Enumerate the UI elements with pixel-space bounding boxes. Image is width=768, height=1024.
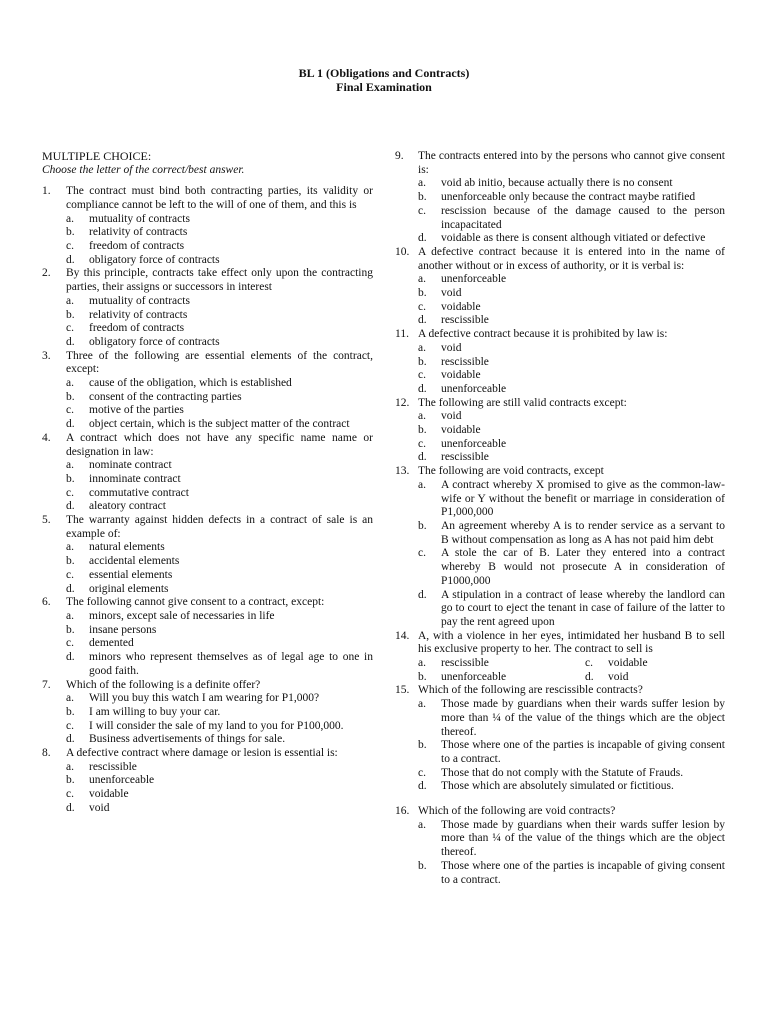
answer-option: [66, 459, 373, 473]
question: [42, 596, 373, 610]
option-text: minors, except sale of necessaries in life: [89, 609, 275, 622]
question-text: Which of the following are rescissible contracts?: [418, 684, 643, 697]
option-letter: b.: [66, 308, 75, 321]
question-number: 12.: [395, 396, 410, 409]
option-text: unenforceable: [441, 382, 507, 395]
question-text: Which of the following is a definite offer?: [66, 678, 261, 691]
option-text: unenforceable: [89, 774, 155, 787]
answer-option: [418, 780, 725, 794]
option-text: motive of the parties: [89, 404, 184, 417]
option-letter: d.: [418, 451, 427, 464]
option-letter: a.: [66, 459, 74, 472]
option-text: accidental elements: [89, 555, 180, 568]
answer-option: [66, 336, 373, 350]
answer-option: [418, 410, 725, 424]
answer-option: [66, 309, 373, 323]
option-letter: c.: [418, 547, 426, 560]
option-text: rescission because of the damage caused to the person incapacitated: [441, 204, 725, 231]
option-letter: d.: [66, 253, 75, 266]
option-letter: a.: [66, 692, 74, 705]
exam-header: [0, 66, 768, 94]
answer-option: [66, 541, 373, 555]
option-letter: a.: [418, 177, 426, 190]
option-text: freedom of contracts: [89, 322, 185, 335]
option-text: unenforceable only because the contract maybe ratified: [441, 191, 696, 204]
option-text: voidable: [441, 369, 481, 382]
course-title: BL 1 (Obligations and Contracts): [298, 66, 470, 80]
option-letter: a.: [66, 760, 74, 773]
option-letter: d.: [66, 500, 75, 513]
section-instruction: Choose the letter of the correct/best answer.: [42, 163, 245, 176]
option-letter: a.: [418, 818, 426, 831]
option-letter: a.: [66, 609, 74, 622]
option-letter: d.: [66, 651, 75, 664]
option-text: rescissible: [441, 451, 489, 464]
right-question-list: [395, 150, 725, 887]
option-text: I am willing to buy your car.: [89, 705, 221, 718]
option-letter: b.: [418, 519, 427, 532]
question: [395, 246, 725, 273]
answer-option: [66, 391, 373, 405]
answer-option: [418, 342, 725, 356]
option-text: rescissible: [441, 657, 489, 670]
answer-option: [418, 205, 725, 232]
option-text: aleatory contract: [89, 500, 166, 513]
question: [42, 747, 373, 761]
question-number: 3.: [42, 349, 51, 362]
answer-option: [66, 213, 373, 227]
answer-option: [418, 232, 725, 246]
option-letter: b.: [66, 623, 75, 636]
option-text: Those where one of the parties is incapable of giving consent to a contract.: [441, 859, 725, 886]
option-letter: d.: [418, 232, 427, 245]
question-number: 10.: [395, 245, 410, 258]
option-letter: b.: [418, 670, 427, 683]
answer-option: [418, 671, 585, 685]
option-letter: a.: [418, 410, 426, 423]
question-text: A defective contract where damage or lesion is essential is:: [66, 747, 338, 760]
answer-option: [418, 547, 725, 588]
option-text: I will consider the sale of my land to you for P100,000.: [89, 719, 344, 732]
option-letter: d.: [66, 801, 75, 814]
answer-option: [66, 404, 373, 418]
answer-option-pair: [418, 657, 725, 671]
question: [395, 805, 725, 819]
right-column: [395, 150, 725, 887]
question: [395, 684, 725, 698]
question-number: 6.: [42, 596, 51, 609]
question-text: The following are still valid contracts except:: [418, 396, 627, 409]
answer-option: [66, 500, 373, 514]
option-text: essential elements: [89, 568, 173, 581]
option-text: insane persons: [89, 623, 157, 636]
question-number: 1.: [42, 185, 51, 198]
question-number: 8.: [42, 747, 51, 760]
question-text: A defective contract because it is entered into in the name of another without or in excess of authority, or it is verbal is:: [418, 245, 725, 272]
option-text: natural elements: [89, 541, 165, 554]
answer-option: [66, 692, 373, 706]
option-text: obligatory force of contracts: [89, 253, 220, 266]
option-letter: a.: [66, 377, 74, 390]
answer-option: [66, 322, 373, 336]
question-text: A contract which does not have any specific name name or designation in law:: [66, 431, 373, 458]
option-text: A stipulation in a contract of lease whereby the landlord can go to court to eject the tenant in case of failure of the latter to pay the rent agreed upon: [441, 588, 725, 628]
answer-option: [418, 177, 725, 191]
option-text: A stole the car of B. Later they entered into a contract whereby B would not prosecute A in consideration of P1000,000: [441, 547, 725, 587]
option-letter: b.: [66, 555, 75, 568]
left-question-list: [42, 185, 373, 815]
answer-option: [66, 761, 373, 775]
option-letter: c.: [66, 240, 74, 252]
option-text: original elements: [89, 582, 169, 595]
answer-option: [418, 451, 725, 465]
exam-title: Final Examination: [336, 80, 432, 94]
option-letter: d.: [418, 382, 427, 395]
option-text: Those that do not comply with the Statute of Frauds.: [441, 766, 684, 779]
answer-option: [66, 706, 373, 720]
option-letter: b.: [66, 472, 75, 485]
question: [395, 150, 725, 177]
question: [395, 465, 725, 479]
option-text: Those where one of the parties is incapable of giving consent to a contract.: [441, 739, 725, 765]
left-column: [42, 150, 373, 816]
option-letter: d.: [418, 314, 427, 327]
answer-option: [66, 226, 373, 240]
option-letter: c.: [418, 300, 426, 313]
option-text: unenforceable: [441, 437, 507, 450]
answer-option: [418, 479, 725, 520]
option-letter: b.: [66, 390, 75, 403]
question-number: 2.: [42, 267, 51, 280]
question-text: A, with a violence in her eyes, intimidated her husband B to sell his exclusive property to her. The contract to sell is: [418, 629, 725, 656]
option-text: An agreement whereby A is to render service as a servant to B without compensation as long as A has not paid him debt: [441, 519, 725, 546]
option-text: consent of the contracting parties: [89, 390, 242, 403]
answer-option: [418, 301, 725, 315]
question-text: By this principle, contracts take effect only upon the contracting parties, their assigns or successors in interest: [66, 267, 373, 294]
answer-option: [66, 802, 373, 816]
option-letter: c.: [66, 486, 74, 499]
answer-option: [66, 733, 373, 747]
option-text: voidable: [89, 788, 129, 801]
question-text: The following are void contracts, except: [418, 465, 604, 478]
answer-option: [418, 438, 725, 452]
option-letter: d.: [418, 780, 427, 793]
option-letter: a.: [66, 212, 74, 225]
question: [42, 432, 373, 459]
answer-option: [418, 767, 725, 781]
question-text: The contract must bind both contracting parties, its validity or compliance cannot be left to the will of one of them, and this is: [66, 185, 373, 211]
option-text: freedom of contracts: [89, 240, 185, 252]
option-text: commutative contract: [89, 486, 189, 499]
answer-option-pair: [418, 671, 725, 685]
option-text: mutuality of contracts: [89, 212, 190, 225]
question-number: 13.: [395, 465, 410, 478]
option-letter: d.: [66, 733, 75, 746]
question-text: Three of the following are essential elements of the contract, except:: [66, 349, 373, 376]
option-text: voidable: [441, 300, 481, 313]
option-text: nominate contract: [89, 459, 172, 472]
option-text: minors who represent themselves as of legal age to one in good faith.: [89, 651, 373, 677]
question: [42, 514, 373, 541]
option-text: void ab initio, because actually there is no consent: [441, 177, 673, 190]
option-text: void: [441, 341, 462, 354]
answer-option: [66, 240, 373, 254]
answer-option: [66, 555, 373, 569]
question-text: The following cannot give consent to a contract, except:: [66, 596, 325, 609]
option-letter: c.: [66, 637, 74, 650]
option-letter: a.: [418, 657, 426, 670]
answer-option: [66, 473, 373, 487]
option-letter: b.: [418, 355, 427, 368]
answer-option: [418, 383, 725, 397]
option-letter: c.: [418, 204, 426, 217]
answer-option: [418, 356, 725, 370]
option-text: obligatory force of contracts: [89, 335, 220, 348]
spacer: [395, 794, 725, 805]
answer-option: [66, 788, 373, 802]
question: [42, 350, 373, 377]
option-letter: c.: [418, 437, 426, 450]
option-letter: b.: [418, 287, 427, 300]
answer-option: [418, 520, 725, 547]
question-text: A defective contract because it is prohibited by law is:: [418, 328, 668, 341]
answer-option: [418, 424, 725, 438]
answer-option: [66, 377, 373, 391]
option-text: unenforceable: [441, 670, 507, 683]
question-number: 15.: [395, 684, 410, 697]
option-text: object certain, which is the subject matter of the contract: [89, 418, 350, 431]
option-text: cause of the obligation, which is established: [89, 377, 292, 390]
option-text: innominate contract: [89, 472, 181, 485]
answer-option: [66, 254, 373, 268]
answer-option: [66, 418, 373, 432]
question: [42, 679, 373, 693]
option-letter: c.: [418, 766, 426, 779]
answer-option: [418, 314, 725, 328]
answer-option: [66, 774, 373, 788]
option-letter: d.: [66, 582, 75, 595]
option-text: Will you buy this watch I am wearing for P1,000?: [89, 692, 320, 705]
option-text: voidable: [608, 657, 648, 670]
answer-option: [66, 487, 373, 501]
option-text: A contract whereby X promised to give as the common-law-wife or Y without the benefit or marriage in consideration of P1,000,000: [441, 478, 725, 519]
answer-option: [66, 651, 373, 678]
answer-option: [418, 191, 725, 205]
option-text: void: [608, 670, 629, 683]
answer-option: [66, 583, 373, 597]
option-text: rescissible: [89, 760, 137, 773]
answer-option: [66, 720, 373, 734]
answer-option: [418, 698, 725, 739]
answer-option: [585, 671, 628, 685]
section-title: MULTIPLE CHOICE:: [42, 149, 152, 163]
question-number: 11.: [395, 328, 409, 341]
option-letter: a.: [66, 294, 74, 307]
question: [395, 328, 725, 342]
question-text: Which of the following are void contracts?: [418, 805, 616, 818]
answer-option: [66, 295, 373, 309]
question: [42, 185, 373, 212]
answer-option: [418, 589, 725, 630]
option-letter: d.: [66, 335, 75, 348]
option-letter: a.: [418, 478, 426, 491]
option-letter: a.: [418, 698, 426, 711]
option-letter: d.: [66, 418, 75, 431]
question: [42, 267, 373, 294]
answer-option: [418, 273, 725, 287]
answer-option: [418, 369, 725, 383]
option-text: void: [441, 410, 462, 423]
option-text: relativity of contracts: [89, 308, 188, 321]
option-letter: b.: [66, 226, 75, 239]
option-letter: d.: [418, 588, 427, 601]
question: [395, 630, 725, 657]
question-text: The warranty against hidden defects in a contract of sale is an example of:: [66, 514, 373, 540]
option-text: Those made by guardians when their wards suffer lesion by more than ¼ of the value of the things which are the object thereof.: [441, 818, 725, 859]
answer-option: [418, 860, 725, 887]
question-number: 4.: [42, 431, 51, 444]
option-letter: c.: [66, 719, 74, 732]
option-text: relativity of contracts: [89, 226, 188, 239]
option-letter: c.: [418, 369, 426, 382]
option-text: rescissible: [441, 314, 489, 327]
question-number: 16.: [395, 805, 410, 818]
option-text: void: [441, 287, 462, 300]
answer-option: [418, 819, 725, 860]
answer-option: [418, 287, 725, 301]
option-text: voidable as there is consent although vitiated or defective: [441, 232, 706, 245]
question: [395, 397, 725, 411]
option-letter: a.: [418, 341, 426, 354]
question-number: 5.: [42, 514, 51, 527]
option-text: demented: [89, 637, 134, 650]
option-letter: a.: [418, 273, 426, 286]
option-text: Those which are absolutely simulated or fictitious.: [441, 780, 674, 793]
option-text: void: [89, 801, 110, 814]
answer-option: [418, 657, 585, 671]
question-text: The contracts entered into by the persons who cannot give consent is:: [418, 150, 725, 176]
option-letter: c.: [66, 404, 74, 417]
answer-option: [66, 637, 373, 651]
answer-option: [418, 739, 725, 766]
option-letter: c.: [66, 788, 74, 801]
option-letter: c.: [66, 322, 74, 335]
option-letter: b.: [418, 191, 427, 204]
option-letter: c.: [66, 568, 74, 581]
option-text: rescissible: [441, 355, 489, 368]
option-letter: b.: [418, 424, 427, 437]
question-number: 14.: [395, 629, 410, 642]
option-letter: c.: [585, 657, 593, 670]
option-letter: b.: [66, 705, 75, 718]
answer-option: [66, 569, 373, 583]
option-letter: a.: [66, 541, 74, 554]
option-letter: b.: [418, 859, 427, 872]
answer-option: [66, 624, 373, 638]
option-text: unenforceable: [441, 273, 507, 286]
option-text: mutuality of contracts: [89, 294, 190, 307]
answer-option: [66, 610, 373, 624]
answer-option: [585, 657, 648, 671]
option-letter: b.: [418, 739, 427, 752]
option-text: Business advertisements of things for sale.: [89, 733, 286, 746]
option-letter: d.: [585, 670, 594, 683]
option-letter: b.: [66, 774, 75, 787]
option-text: voidable: [441, 424, 481, 437]
question-number: 7.: [42, 678, 51, 691]
option-text: Those made by guardians when their wards suffer lesion by more than ¼ of the value of the things which are the object thereof.: [441, 698, 725, 738]
question-number: 9.: [395, 150, 404, 162]
